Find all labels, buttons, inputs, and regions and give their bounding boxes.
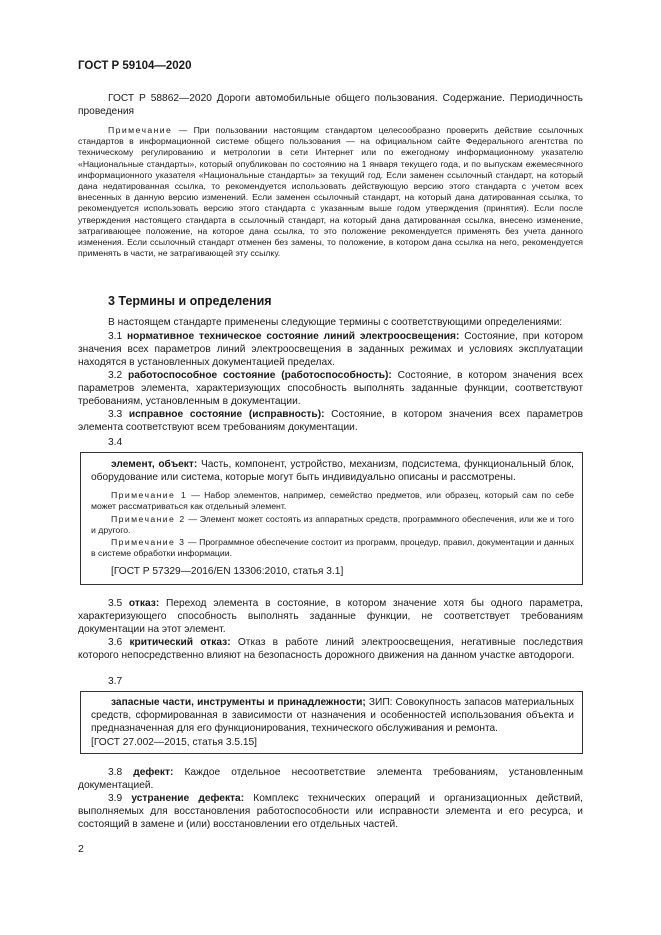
term-number: 3.2 <box>108 370 128 381</box>
term-number: 3.5 <box>108 598 129 609</box>
term-definition: ЗИП: Совокупность запасов материальных средств, сформированная в зависимости от назначения и особенностей использования объекта и предназначенная для его функционирования, технического обслуживания и ремонта. <box>91 697 574 734</box>
term-3-4-box <box>80 452 583 585</box>
term-name: устранение дефекта: <box>131 793 245 804</box>
term-definition: Состояние, в котором значения всех параметров элемента, характеризующих способность выполнять заданные функции, соответствуют требованиям, установленным в документации. <box>78 370 584 407</box>
term-number: 3.6 <box>108 637 130 648</box>
term-3-4-source: [ГОСТ Р 57329—2016/EN 13306:2010, статья 3.1] <box>111 566 344 577</box>
document-header: ГОСТ Р 59104—2020 <box>78 60 192 72</box>
note-label: Примечание <box>108 125 173 135</box>
term-3-4-number: 3.4 <box>108 437 123 448</box>
page-number: 2 <box>78 843 84 855</box>
note-text: — При пользовании настоящим стандартом целесообразно проверить действие ссылочных стандартов в информационной системе общего пользования — на официальном сайте Федерального агентства по техническому регулированию и метрологии в сети Интернет или по ежегодному информационному указателю «Национальные стандарты», который опубликован по состоянию на 1 января текущего года, и по выпускам ежемесячного информационного указателя «Национальные стандарты» за текущий год. Если заменен ссылочный стандарт, на который дана недатированная ссылка, то рекомендуется использовать действующую версию этого стандарта с учетом всех внесенных в данную версию изменений. Если заменен ссылочный стандарт, на который дана датированная ссылка, то рекомендуется использовать версию этого стандарта с указанным выше годом утверждения (принятия). Если после утверждения настоящего стандарта в ссылочный стандарт, на который дана датированная ссылка, внесено изменение, затрагивающее положение, на которое дана ссылка, то это положение рекомендуется применять без учета данного изменения. Если ссылочный стандарт отменен без замены, то положение, в котором дана ссылка на него, рекомендуется применять в части, не затрагивающей эту ссылку. <box>78 125 583 259</box>
section-title: 3 Термины и определения <box>108 294 272 308</box>
term-3-6 <box>78 636 583 662</box>
normative-reference: ГОСТ Р 58862—2020 Дороги автомобильные общего пользования. Содержание. Периодичность проведения <box>78 93 583 117</box>
term-number: 3.8 <box>108 767 134 778</box>
term-number: 3.3 <box>108 409 129 420</box>
reference-note <box>78 125 583 259</box>
term-3-2 <box>78 369 583 408</box>
term-number: 3.1 <box>108 331 128 342</box>
term-name: критический отказ: <box>129 637 231 648</box>
term-definition: Состояние, в котором значения всех параметров элемента соответствуют всем требованиям документации. <box>78 409 583 433</box>
term-name: элемент, объект: <box>111 459 198 470</box>
term-definition: Переход элемента в состояние, в котором значение хотя бы одного параметра, характеризующего способность выполнять заданные функции, не соответствует требованиям документации на этот элемент. <box>78 598 583 635</box>
term-3-7-source: [ГОСТ 27.002—2015, статья 3.5.15] <box>91 737 258 748</box>
term-number: 3.9 <box>108 793 132 804</box>
term-3-4-note-1: Примечание 1 — Набор элементов, например, семейство предметов, или образец, который сам по себе может рассматриваться как отдельный элемент. <box>91 490 574 512</box>
term-3-7-number: 3.7 <box>108 676 123 687</box>
term-3-4-note-2: Примечание 2 — Элемент может состоять из аппаратных средств, программного обеспечения, или же и того и другого. <box>91 514 574 536</box>
term-name: отказ: <box>128 598 160 609</box>
term-name: работоспособное состояние (работоспособность): <box>128 370 392 381</box>
term-name: запасные части, инструменты и принадлежности; <box>111 697 366 708</box>
term-3-1 <box>78 330 583 369</box>
term-definition: Отказ в работе линий электроосвещения, негативные последствия которого непосредственно влияют на безопасность дорожного движения на данном участке автодороги. <box>78 637 583 661</box>
term-3-4-note-3: Примечание 3 — Программное обеспечение состоит из программ, процедур, правил, документации и данных в системе обработки информации. <box>91 537 574 559</box>
term-name: исправное состояние (исправность): <box>128 409 325 420</box>
term-3-3 <box>78 408 583 434</box>
term-name: нормативное техническое состояние линий электроосвещения: <box>127 331 460 342</box>
term-3-7 <box>91 696 574 735</box>
term-3-9 <box>78 792 583 831</box>
term-3-4 <box>91 458 574 484</box>
section-intro: В настоящем стандарте применены следующие термины с соответствующими определениями: <box>108 317 563 328</box>
term-name: дефект: <box>133 767 174 778</box>
term-definition: Состояние, при котором значения всех параметров линий электроосвещения в заданных режимах и условиях эксплуатации находятся в установленных документацией пределах. <box>78 331 583 368</box>
term-definition: Комплекс технических операций и организационных действий, выполняемых для восстановления работоспособности или исправности элемента и его ресурса, и состоящий в замене и (или) восстановлении его отдельных частей. <box>78 793 583 830</box>
term-3-8 <box>78 766 583 792</box>
term-3-7-box <box>80 691 583 754</box>
term-definition: Часть, компонент, устройство, механизм, подсистема, функциональный блок, оборудование или система, которые могут быть индивидуально описаны и рассмотрены. <box>91 459 574 483</box>
term-3-5 <box>78 597 583 636</box>
term-definition: Каждое отдельное несоответствие элемента требованиям, установленным документацией. <box>78 767 583 791</box>
